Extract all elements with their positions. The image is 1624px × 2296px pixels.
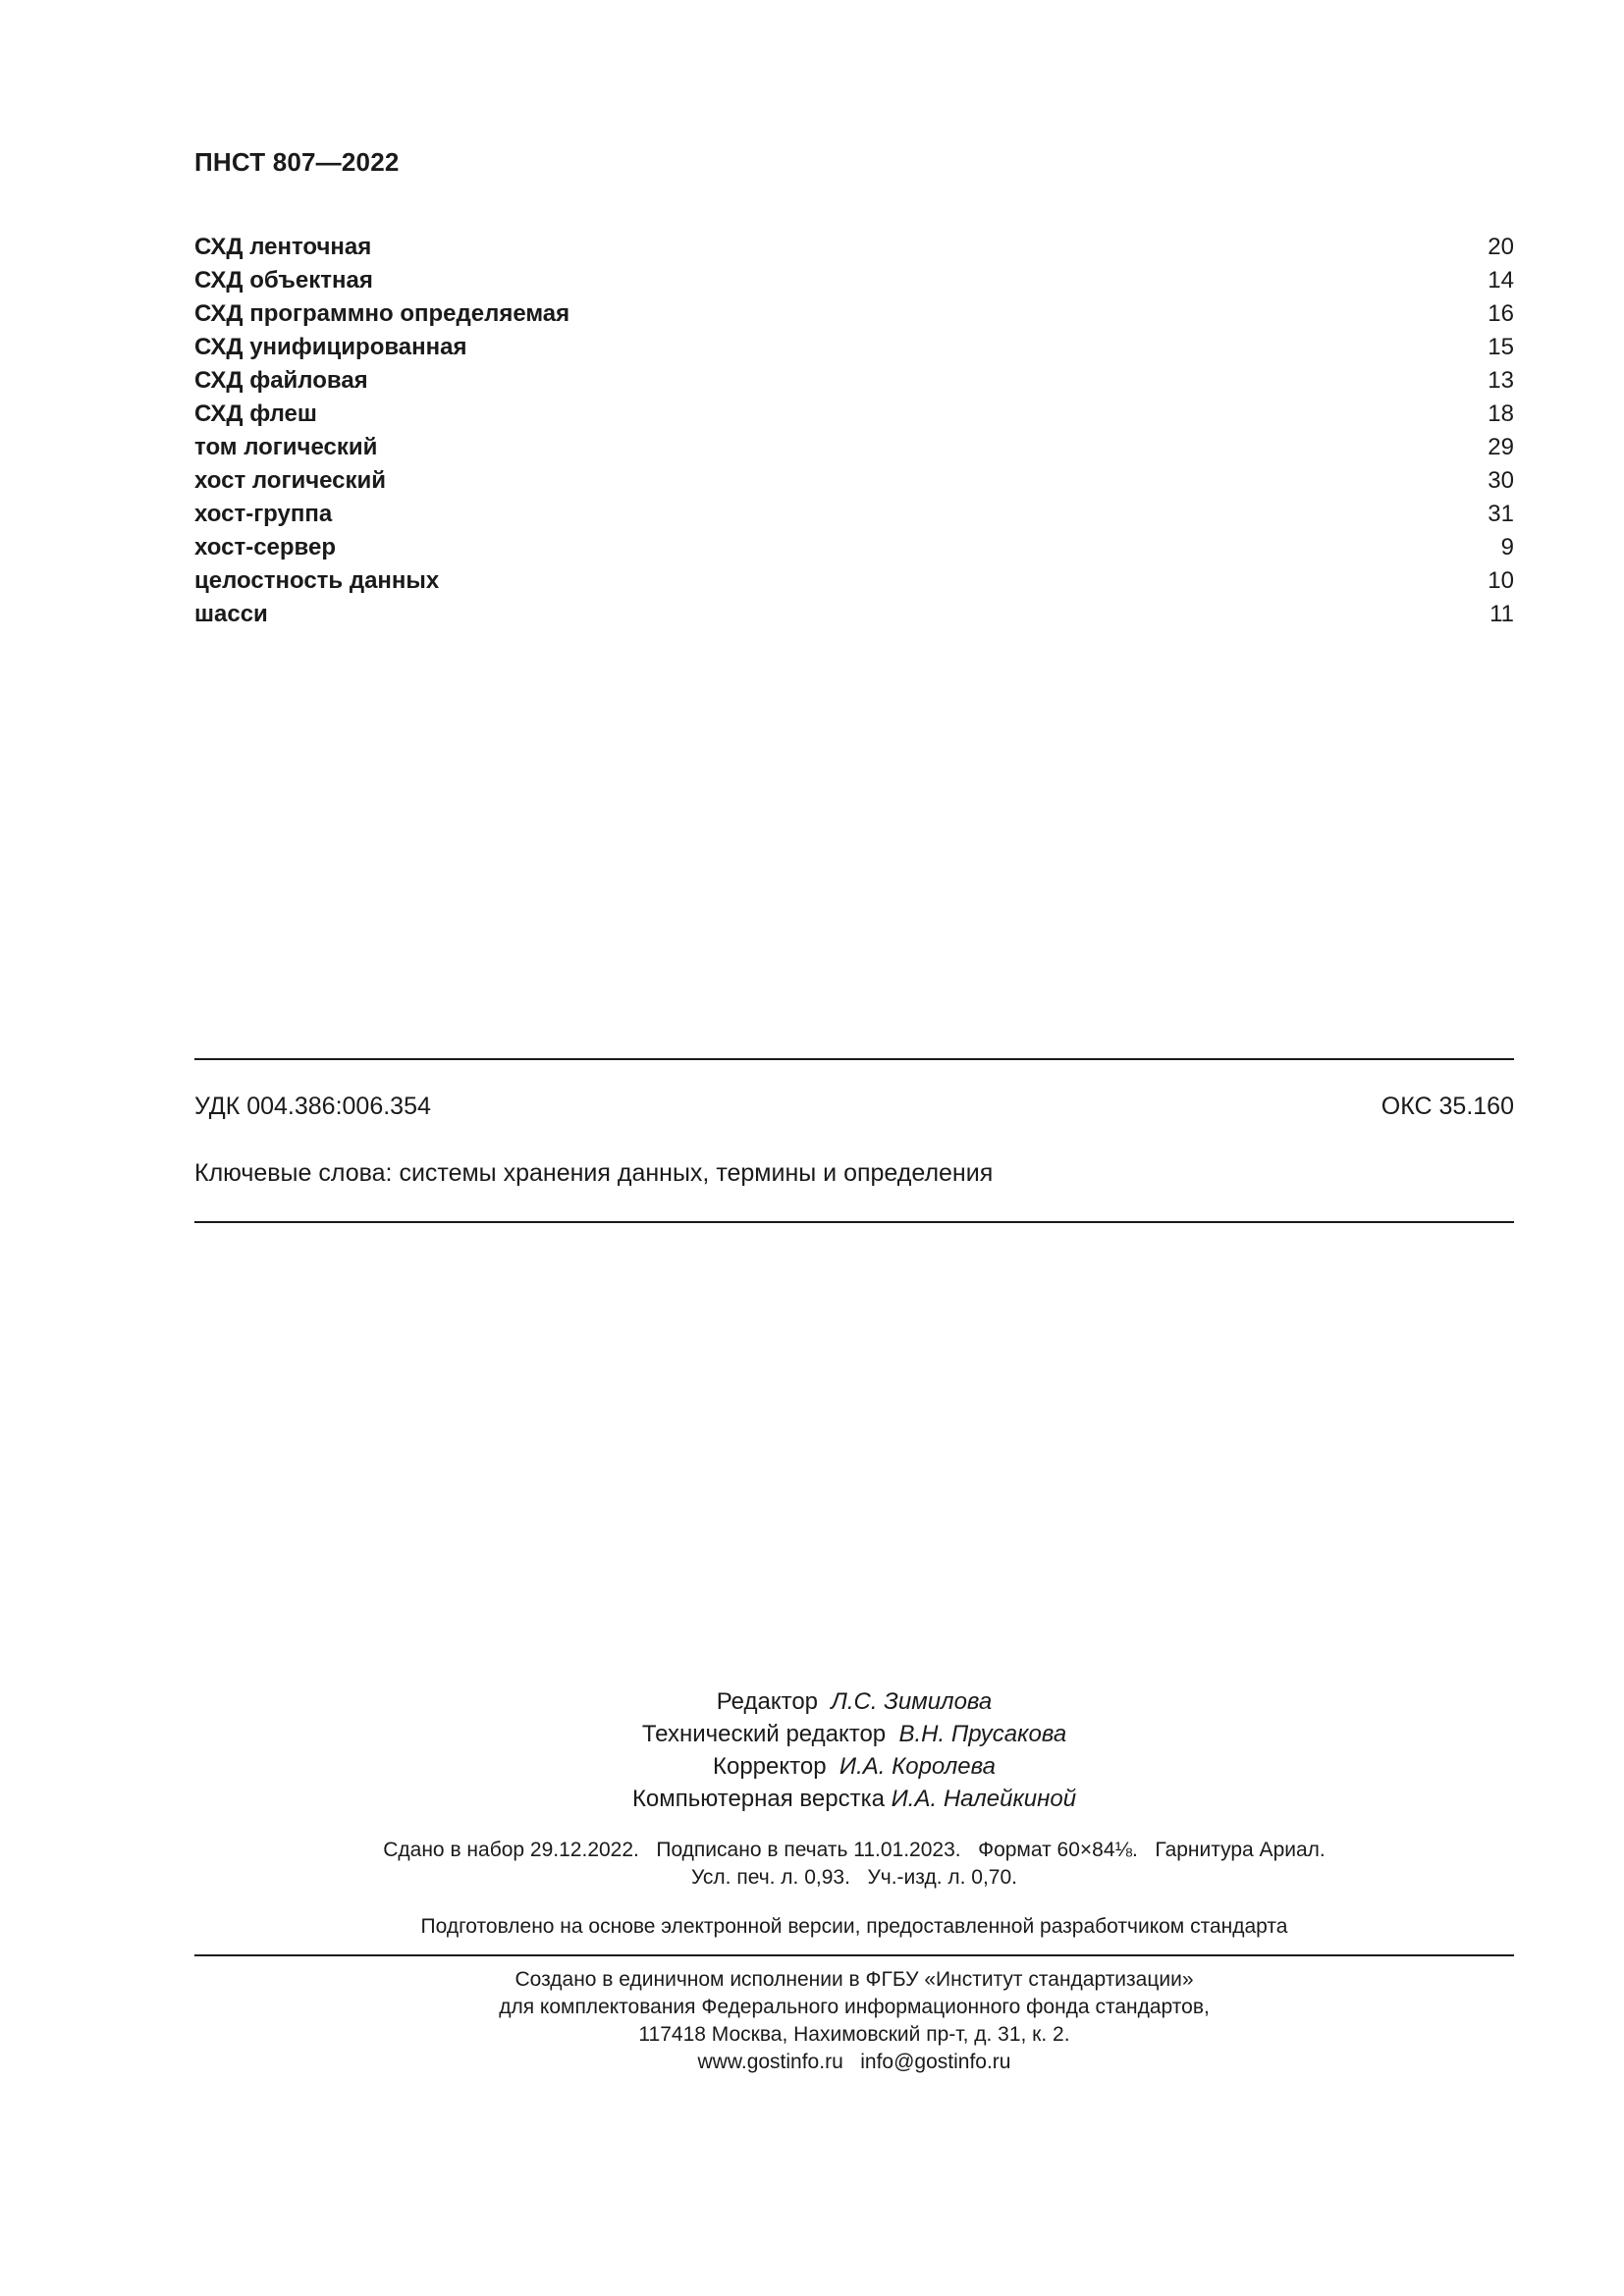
credit-role: Редактор [716,1688,819,1715]
prepared-note: Подготовлено на основе электронной версии, предоставленной разработчиком стандарта [420,1915,1288,1938]
credit-name: В.Н. Прусакова [898,1721,1067,1747]
index-term: шасси [194,601,268,627]
index-page-number: 15 [1488,334,1514,360]
credit-role: Корректор [713,1753,827,1780]
publisher-block [194,1966,1514,2076]
credit-name: И.А. Королева [839,1753,996,1780]
index-term: СХД флеш [194,400,317,427]
index-term: хост логический [194,467,387,494]
publisher-line: Создано в единичном исполнении в ФГБУ «Институт стандартизации» [514,1968,1194,1991]
index-page-number: 30 [1488,467,1514,494]
index-term: СХД объектная [194,267,373,294]
imprint-block [194,1837,1514,1892]
index-entry [194,601,1514,634]
index-entry [194,534,1514,567]
index-page-number: 29 [1488,434,1514,460]
index-term: СХД файловая [194,367,368,394]
index-term: СХД программно определяемая [194,300,570,327]
divider-middle [194,1221,1514,1223]
index-entry [194,300,1514,334]
index-entry [194,267,1514,300]
index-page-number: 16 [1488,300,1514,327]
index-entry [194,234,1514,267]
oks-code: ОКС 35.160 [1380,1093,1514,1120]
index-term: СХД ленточная [194,234,372,260]
index-entry [194,400,1514,434]
divider-bottom [194,1954,1514,1956]
credit-name: Л.С. Зимилова [831,1688,993,1715]
index-entry [194,501,1514,534]
index-entry [194,334,1514,367]
index-entry [194,434,1514,467]
keywords-line: Ключевые слова: системы хранения данных, термины и определения [194,1159,994,1187]
publisher-line: 117418 Москва, Нахимовский пр-т, д. 31, к. 2. [638,2023,1070,2046]
index-page-number: 14 [1488,267,1514,294]
index-term: целостность данных [194,567,440,594]
index-term: хост-группа [194,501,333,527]
index-entry [194,367,1514,400]
index-page-number: 31 [1488,501,1514,527]
document-code: ПНСТ 807—2022 [194,147,400,177]
divider-top [194,1058,1514,1060]
imprint-line: Сдано в набор 29.12.2022. Подписано в печать 11.01.2023. Формат 60×84⅛. Гарнитура Ариал. [383,1839,1326,1861]
index-term: СХД унифицированная [194,334,467,360]
index-page-number: 11 [1489,601,1514,627]
index-entry [194,567,1514,601]
index-entry [194,467,1514,501]
publisher-line: для комплектования Федерального информационного фонда стандартов, [499,1996,1210,2018]
credit-line [194,1750,1514,1783]
index-page-number: 13 [1488,367,1514,394]
index-term: хост-сервер [194,534,336,561]
credit-name: И.А. Налейкиной [891,1786,1077,1812]
index-page-number: 18 [1488,400,1514,427]
credit-line [194,1685,1514,1718]
credit-line [194,1718,1514,1750]
credit-line [194,1783,1514,1815]
credits-block [194,1685,1514,1815]
index-page-number: 10 [1488,567,1514,594]
alphabetical-index [194,234,1514,634]
credit-role: Технический редактор [641,1721,887,1747]
imprint-line: Усл. печ. л. 0,93. Уч.-изд. л. 0,70. [690,1866,1017,1889]
index-term: том логический [194,434,378,460]
credit-role: Компьютерная верстка [631,1786,885,1812]
index-page-number: 20 [1488,234,1514,260]
udk-code: УДК 004.386:006.354 [194,1093,431,1120]
index-page-number: 9 [1500,534,1514,561]
publisher-contacts: www.gostinfo.ru info@gostinfo.ru [697,2051,1011,2073]
